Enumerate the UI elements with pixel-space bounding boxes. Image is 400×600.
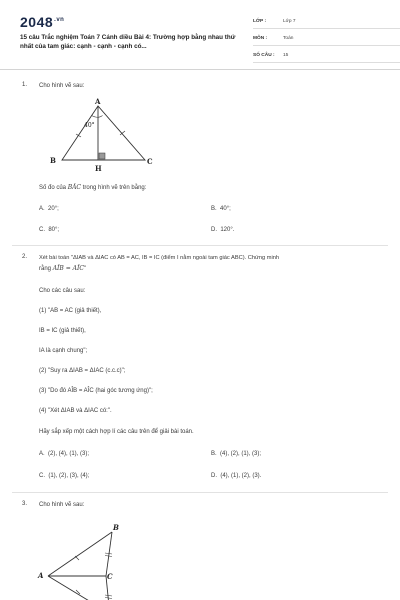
- question-number: 2.: [22, 254, 28, 260]
- step-line: IB = IC (giả thiết),: [39, 328, 86, 334]
- question-intro-line-2: rằng AÎB = AÎC": [39, 265, 87, 272]
- step-line: (2) "Suy ra ΔIAB = ΔIAC (c.c.c)";: [39, 368, 126, 374]
- question-prompt: Số đo của BÂC trong hình vẽ trên bằng:: [39, 184, 147, 191]
- step-line: (3) "Do đó AÎB = AÎC (hai góc tương ứng)";: [39, 388, 153, 394]
- question-separator: [12, 245, 388, 246]
- triangle-figure-1: [50, 96, 160, 176]
- task-text: Hãy sắp xếp một cách hợp lí các câu trên để giải bài toán.: [39, 429, 194, 435]
- step-line: (1) "AB = AC (giả thiết),: [39, 308, 102, 314]
- vertex-label-b: B: [113, 523, 119, 532]
- option-d[interactable]: D. (4), (1), (2), (3).: [211, 473, 262, 479]
- page-title: 15 câu Trắc nghiệm Toán 7 Cánh diều Bài 4: Trường hợp bằng nhau thứ nhất của tam giác: cạnh - cạnh - cạnh có...: [20, 34, 236, 50]
- angle-label: 40°: [84, 122, 95, 129]
- sub-intro: Cho các câu sau:: [39, 288, 86, 294]
- option-a[interactable]: A. 20°;: [39, 206, 59, 212]
- option-b[interactable]: B. 40°;: [211, 206, 231, 212]
- option-c[interactable]: C. (1), (2), (3), (4);: [39, 473, 90, 479]
- step-line: IA là cạnh chung";: [39, 348, 88, 354]
- header-divider: [0, 69, 400, 70]
- vertex-label-c: C: [147, 157, 153, 166]
- vertex-label-h: H: [95, 164, 102, 173]
- question-number: 3.: [22, 501, 28, 507]
- header: [20, 12, 382, 68]
- vertex-label-a: A: [95, 97, 101, 106]
- step-line: (4) "Xét ΔIAB và ΔIAC có:".: [39, 408, 112, 414]
- vertex-label-a: A: [38, 571, 44, 580]
- question-number: 1.: [22, 82, 28, 88]
- vertex-label-b: B: [50, 156, 56, 165]
- site-logo[interactable]: $2048^{.vn}$: [20, 14, 65, 30]
- option-c[interactable]: C. 80°;: [39, 227, 60, 233]
- triangle-figure-3: [34, 520, 134, 600]
- meta-row-subject: MÔN : Toán: [253, 33, 400, 46]
- question-intro: Cho hình vẽ sau:: [39, 502, 85, 508]
- option-d[interactable]: D. 120°.: [211, 227, 235, 233]
- option-a[interactable]: A. (2), (4), (1), (3);: [39, 451, 90, 457]
- option-b[interactable]: B. (4), (2), (1), (3);: [211, 451, 262, 457]
- question-intro: Cho hình vẽ sau:: [39, 83, 85, 89]
- meta-row-class: LỚP : Lớp 7: [253, 16, 400, 29]
- question-intro: Xét bài toán "ΔIAB và ΔIAC có AB = AC, IB = IC (điểm I nằm ngoài tam giác ABC). Chứng minh: [39, 255, 280, 261]
- question-separator: [12, 492, 388, 493]
- meta-row-count: SỐ CÂU : 15: [253, 50, 400, 63]
- meta-panel: [253, 16, 400, 67]
- vertex-label-c: C: [107, 572, 113, 581]
